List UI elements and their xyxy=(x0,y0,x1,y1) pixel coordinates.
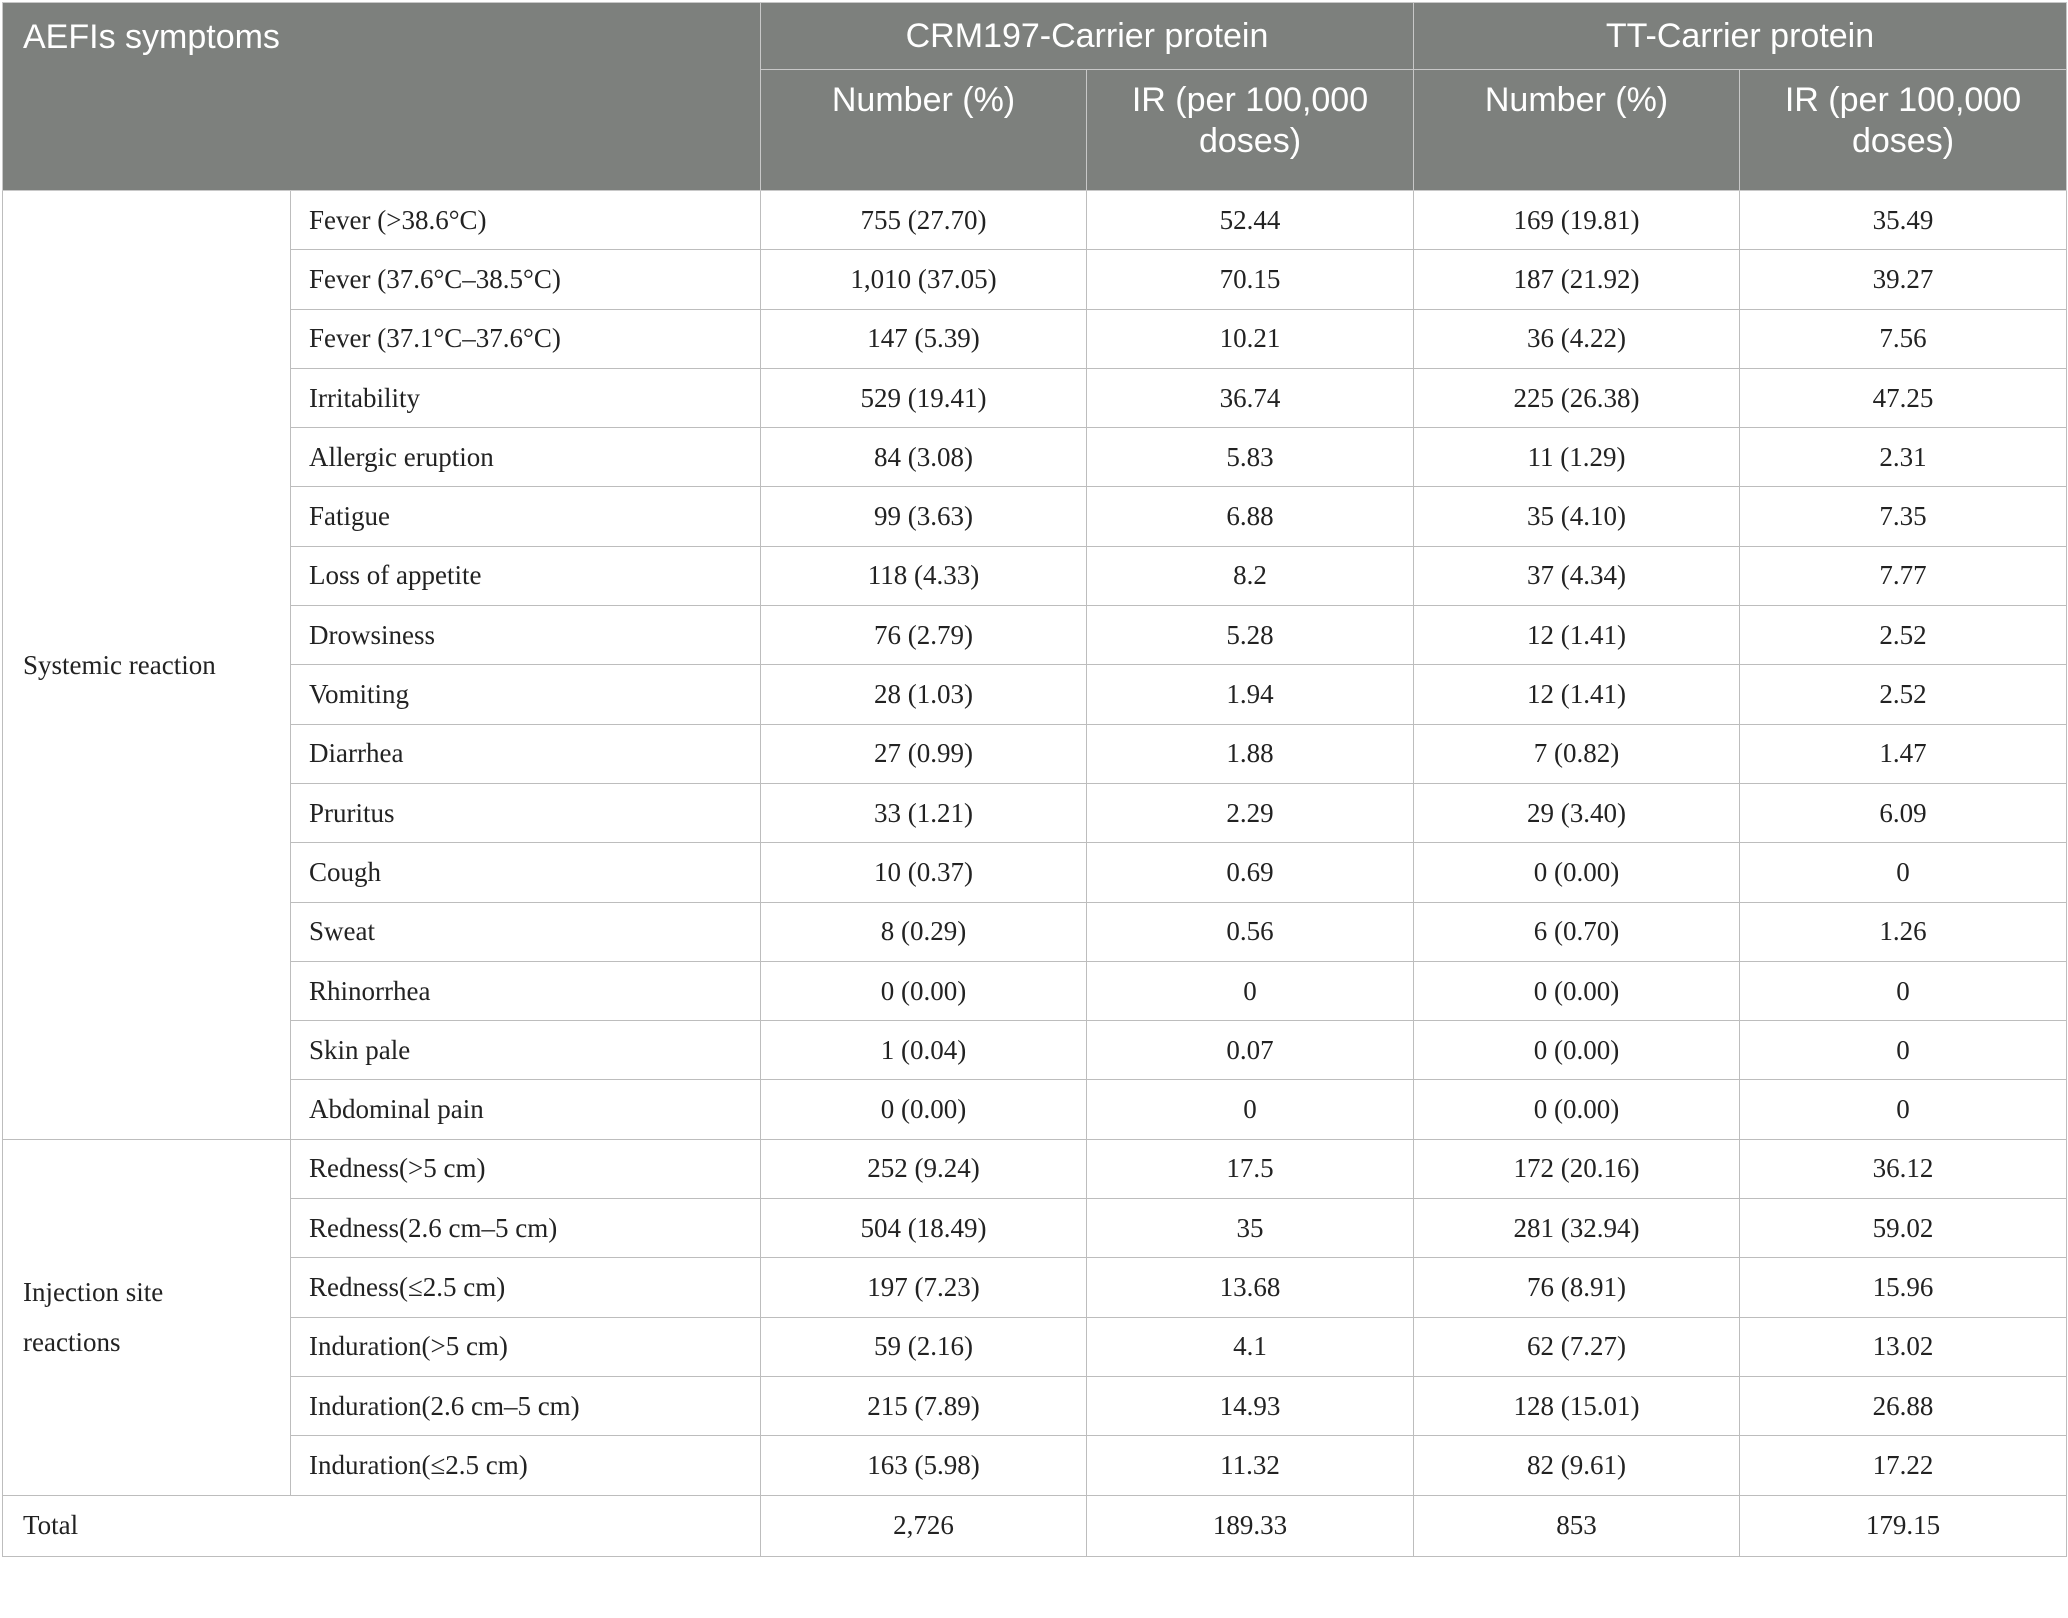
tt-ir-cell: 15.96 xyxy=(1740,1258,2067,1317)
tt-ir-cell: 13.02 xyxy=(1740,1317,2067,1376)
symptom-cell: Allergic eruption xyxy=(291,428,761,487)
crm197-number-cell: 27 (0.99) xyxy=(761,724,1087,783)
table-row xyxy=(3,546,2067,605)
symptom-cell: Induration(>5 cm) xyxy=(291,1317,761,1376)
table-row xyxy=(3,1199,2067,1258)
crm197-number-cell: 147 (5.39) xyxy=(761,309,1087,368)
symptom-cell: Fever (>38.6°C) xyxy=(291,191,761,250)
header-row-groups xyxy=(3,3,2067,70)
tt-number-header: Number (%) xyxy=(1414,70,1740,191)
ir-header-line2: doses) xyxy=(1198,122,1302,160)
symptom-cell: Abdominal pain xyxy=(291,1080,761,1139)
table-row xyxy=(3,1021,2067,1080)
crm197-number-cell: 8 (0.29) xyxy=(761,902,1087,961)
table-row xyxy=(3,428,2067,487)
table-row xyxy=(3,250,2067,309)
table-row xyxy=(3,1258,2067,1317)
total-label: Total xyxy=(3,1495,761,1556)
symptom-cell: Redness(≤2.5 cm) xyxy=(291,1258,761,1317)
crm197-number-cell: 215 (7.89) xyxy=(761,1376,1087,1435)
symptom-cell: Fever (37.6°C–38.5°C) xyxy=(291,250,761,309)
tt-number-cell: 76 (8.91) xyxy=(1414,1258,1740,1317)
table-row xyxy=(3,665,2067,724)
table-row xyxy=(3,1317,2067,1376)
total-tt-ir: 179.15 xyxy=(1740,1495,2067,1556)
tt-ir-cell: 2.52 xyxy=(1740,606,2067,665)
tt-ir-cell: 2.31 xyxy=(1740,428,2067,487)
crm197-ir-cell: 2.29 xyxy=(1087,783,1414,842)
tt-ir-cell: 36.12 xyxy=(1740,1139,2067,1198)
crm197-number-cell: 197 (7.23) xyxy=(761,1258,1087,1317)
crm197-number-cell: 33 (1.21) xyxy=(761,783,1087,842)
tt-number-cell: 0 (0.00) xyxy=(1414,1021,1740,1080)
symptom-cell: Cough xyxy=(291,843,761,902)
tt-ir-cell: 35.49 xyxy=(1740,191,2067,250)
crm197-ir-cell: 13.68 xyxy=(1087,1258,1414,1317)
symptom-cell: Skin pale xyxy=(291,1021,761,1080)
crm197-ir-cell: 6.88 xyxy=(1087,487,1414,546)
tt-number-cell: 36 (4.22) xyxy=(1414,309,1740,368)
injection-site-reactions-label xyxy=(3,1139,291,1495)
tt-number-cell: 0 (0.00) xyxy=(1414,843,1740,902)
tt-number-cell: 128 (15.01) xyxy=(1414,1376,1740,1435)
crm197-ir-cell: 5.28 xyxy=(1087,606,1414,665)
crm197-number-cell: 755 (27.70) xyxy=(761,191,1087,250)
crm197-number-cell: 504 (18.49) xyxy=(761,1199,1087,1258)
tt-number-cell: 82 (9.61) xyxy=(1414,1436,1740,1495)
symptom-cell: Redness(>5 cm) xyxy=(291,1139,761,1198)
tt-number-cell: 35 (4.10) xyxy=(1414,487,1740,546)
tt-ir-cell: 7.77 xyxy=(1740,546,2067,605)
symptom-cell: Diarrhea xyxy=(291,724,761,783)
systemic-reaction-label: Systemic reaction xyxy=(3,191,291,1140)
tt-number-cell: 29 (3.40) xyxy=(1414,783,1740,842)
crm197-ir-cell: 52.44 xyxy=(1087,191,1414,250)
crm197-number-cell: 1,010 (37.05) xyxy=(761,250,1087,309)
crm197-ir-cell: 5.83 xyxy=(1087,428,1414,487)
tt-number-cell: 172 (20.16) xyxy=(1414,1139,1740,1198)
crm197-ir-cell: 1.94 xyxy=(1087,665,1414,724)
symptom-cell: Induration(2.6 cm–5 cm) xyxy=(291,1376,761,1435)
table-row xyxy=(3,606,2067,665)
tt-ir-cell: 1.26 xyxy=(1740,902,2067,961)
total-row xyxy=(3,1495,2067,1556)
table-row xyxy=(3,783,2067,842)
symptom-cell: Loss of appetite xyxy=(291,546,761,605)
crm197-number-cell: 76 (2.79) xyxy=(761,606,1087,665)
group-label-line2: reactions xyxy=(23,1327,121,1358)
symptom-cell: Sweat xyxy=(291,902,761,961)
tt-number-cell: 37 (4.34) xyxy=(1414,546,1740,605)
symptom-cell: Irritability xyxy=(291,368,761,427)
symptom-cell: Fatigue xyxy=(291,487,761,546)
crm197-ir-cell: 1.88 xyxy=(1087,724,1414,783)
symptom-cell: Redness(2.6 cm–5 cm) xyxy=(291,1199,761,1258)
symptom-cell: Drowsiness xyxy=(291,606,761,665)
total-crm197-ir: 189.33 xyxy=(1087,1495,1414,1556)
tt-number-cell: 0 (0.00) xyxy=(1414,961,1740,1020)
tt-number-cell: 12 (1.41) xyxy=(1414,606,1740,665)
tt-number-cell: 12 (1.41) xyxy=(1414,665,1740,724)
tt-number-cell: 225 (26.38) xyxy=(1414,368,1740,427)
table-body xyxy=(3,191,2067,1557)
crm197-number-header: Number (%) xyxy=(761,70,1087,191)
ir-header-line1: IR (per 100,000 xyxy=(1784,81,2022,119)
tt-number-cell: 7 (0.82) xyxy=(1414,724,1740,783)
table-row xyxy=(3,902,2067,961)
tt-number-cell: 11 (1.29) xyxy=(1414,428,1740,487)
tt-ir-cell: 0 xyxy=(1740,1021,2067,1080)
crm197-number-cell: 99 (3.63) xyxy=(761,487,1087,546)
crm197-ir-cell: 14.93 xyxy=(1087,1376,1414,1435)
tt-ir-cell: 1.47 xyxy=(1740,724,2067,783)
crm197-ir-cell: 36.74 xyxy=(1087,368,1414,427)
crm197-ir-cell: 0 xyxy=(1087,1080,1414,1139)
crm197-number-cell: 0 (0.00) xyxy=(761,1080,1087,1139)
tt-ir-cell: 26.88 xyxy=(1740,1376,2067,1435)
tt-number-cell: 6 (0.70) xyxy=(1414,902,1740,961)
table-row xyxy=(3,961,2067,1020)
crm197-ir-cell: 8.2 xyxy=(1087,546,1414,605)
crm197-group-header: CRM197-Carrier protein xyxy=(761,3,1414,70)
tt-ir-cell: 7.56 xyxy=(1740,309,2067,368)
tt-ir-cell: 39.27 xyxy=(1740,250,2067,309)
symptoms-header: AEFIs symptoms xyxy=(3,3,761,191)
tt-ir-cell: 7.35 xyxy=(1740,487,2067,546)
crm197-number-cell: 59 (2.16) xyxy=(761,1317,1087,1376)
table-row xyxy=(3,843,2067,902)
crm197-ir-cell: 0.69 xyxy=(1087,843,1414,902)
total-tt-number: 853 xyxy=(1414,1495,1740,1556)
table-row xyxy=(3,487,2067,546)
group-label-line1: Injection site xyxy=(23,1277,164,1308)
table-row xyxy=(3,368,2067,427)
tt-group-header: TT-Carrier protein xyxy=(1414,3,2067,70)
crm197-ir-header xyxy=(1087,70,1414,191)
crm197-ir-cell: 0.07 xyxy=(1087,1021,1414,1080)
tt-ir-cell: 0 xyxy=(1740,961,2067,1020)
tt-number-cell: 0 (0.00) xyxy=(1414,1080,1740,1139)
ir-header-line1: IR (per 100,000 xyxy=(1131,81,1369,119)
crm197-ir-cell: 17.5 xyxy=(1087,1139,1414,1198)
symptom-cell: Induration(≤2.5 cm) xyxy=(291,1436,761,1495)
tt-number-cell: 187 (21.92) xyxy=(1414,250,1740,309)
crm197-ir-cell: 11.32 xyxy=(1087,1436,1414,1495)
table-header xyxy=(3,3,2067,191)
crm197-number-cell: 529 (19.41) xyxy=(761,368,1087,427)
tt-ir-cell: 0 xyxy=(1740,1080,2067,1139)
crm197-number-cell: 10 (0.37) xyxy=(761,843,1087,902)
tt-ir-cell: 47.25 xyxy=(1740,368,2067,427)
table-row xyxy=(3,309,2067,368)
tt-ir-header xyxy=(1740,70,2067,191)
table-row xyxy=(3,1080,2067,1139)
crm197-number-cell: 1 (0.04) xyxy=(761,1021,1087,1080)
tt-ir-cell: 6.09 xyxy=(1740,783,2067,842)
table-row xyxy=(3,724,2067,783)
crm197-ir-cell: 0.56 xyxy=(1087,902,1414,961)
crm197-number-cell: 252 (9.24) xyxy=(761,1139,1087,1198)
aefi-table xyxy=(2,2,2067,1557)
symptom-cell: Vomiting xyxy=(291,665,761,724)
ir-header-line2: doses) xyxy=(1851,122,1955,160)
symptom-cell: Rhinorrhea xyxy=(291,961,761,1020)
tt-number-cell: 281 (32.94) xyxy=(1414,1199,1740,1258)
tt-ir-cell: 17.22 xyxy=(1740,1436,2067,1495)
table-row xyxy=(3,1139,2067,1198)
crm197-ir-cell: 4.1 xyxy=(1087,1317,1414,1376)
crm197-number-cell: 28 (1.03) xyxy=(761,665,1087,724)
tt-ir-cell: 0 xyxy=(1740,843,2067,902)
crm197-ir-cell: 0 xyxy=(1087,961,1414,1020)
tt-number-cell: 62 (7.27) xyxy=(1414,1317,1740,1376)
table-row xyxy=(3,1436,2067,1495)
crm197-number-cell: 0 (0.00) xyxy=(761,961,1087,1020)
tt-number-cell: 169 (19.81) xyxy=(1414,191,1740,250)
table-row xyxy=(3,191,2067,250)
crm197-ir-cell: 10.21 xyxy=(1087,309,1414,368)
symptom-cell: Fever (37.1°C–37.6°C) xyxy=(291,309,761,368)
symptom-cell: Pruritus xyxy=(291,783,761,842)
crm197-number-cell: 118 (4.33) xyxy=(761,546,1087,605)
tt-ir-cell: 59.02 xyxy=(1740,1199,2067,1258)
crm197-number-cell: 163 (5.98) xyxy=(761,1436,1087,1495)
crm197-number-cell: 84 (3.08) xyxy=(761,428,1087,487)
table-row xyxy=(3,1376,2067,1435)
crm197-ir-cell: 35 xyxy=(1087,1199,1414,1258)
total-crm197-number: 2,726 xyxy=(761,1495,1087,1556)
crm197-ir-cell: 70.15 xyxy=(1087,250,1414,309)
tt-ir-cell: 2.52 xyxy=(1740,665,2067,724)
